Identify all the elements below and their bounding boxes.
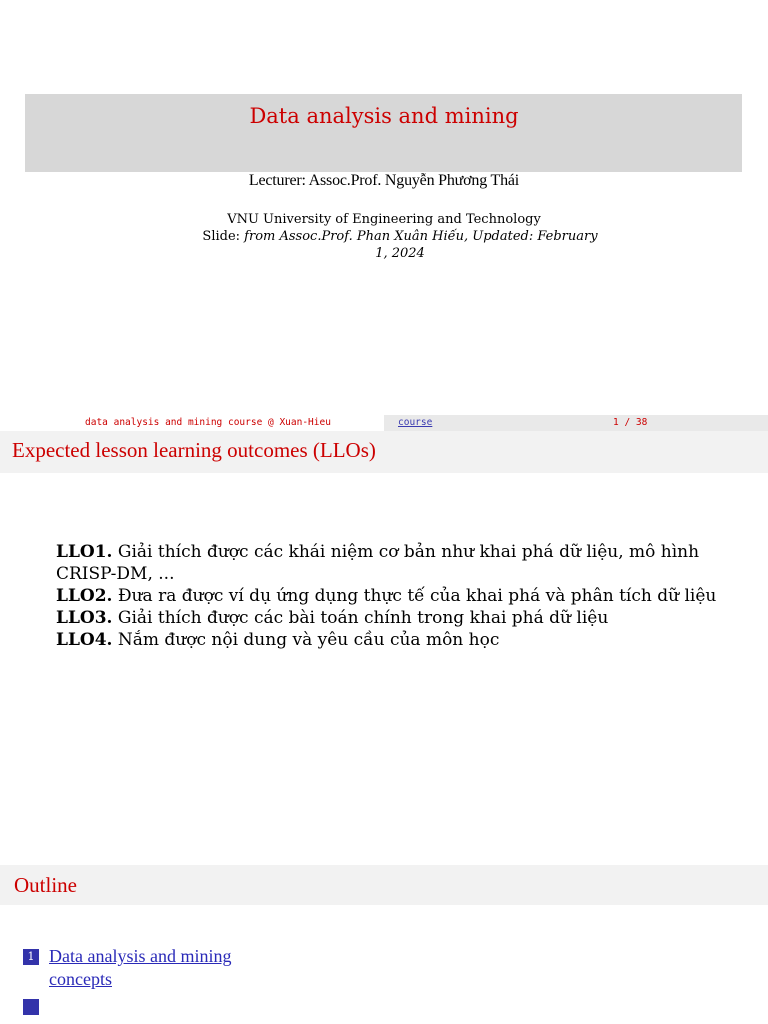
llo-label: LLO1. <box>56 542 113 562</box>
llo-list <box>56 541 736 651</box>
toc-link-line2[interactable]: concepts <box>49 969 112 989</box>
slide-credit-date-text: 1, 2024 <box>375 246 425 261</box>
footer-left <box>0 415 384 431</box>
outline-title: Outline <box>14 873 77 897</box>
toc-number-badge: 1 <box>23 949 39 965</box>
llo-text: Đưa ra được ví dụ ứng dụng thực tế của khai phá và phân tích dữ liệu <box>112 586 717 606</box>
footer-course-link[interactable]: course <box>398 417 433 428</box>
toc-link-data-analysis[interactable] <box>49 945 231 991</box>
slide-credit-prefix: Slide: <box>202 229 245 244</box>
footer-right <box>384 415 768 431</box>
slide-credit-date <box>180 245 620 262</box>
footer-bar <box>0 415 768 431</box>
llo-item-4 <box>56 629 736 651</box>
outline-title-bar <box>0 865 768 905</box>
llo-label: LLO2. <box>56 586 113 606</box>
footer-course-label: data analysis and mining course @ Xuan-Hieu <box>85 417 331 428</box>
llo-item-1 <box>56 541 736 585</box>
presentation-title: Data analysis and mining <box>249 104 519 128</box>
llo-label: LLO3. <box>56 608 113 628</box>
slide-credit-text: from Assoc.Prof. Phan Xuân Hiếu, Updated: February <box>244 229 598 244</box>
toc-link-line1[interactable]: Data analysis and mining <box>49 946 232 966</box>
llo-item-3 <box>56 607 736 629</box>
toc-number-badge-2 <box>23 999 39 1015</box>
llo-text: Nắm được nội dung và yêu cầu của môn học <box>112 630 500 650</box>
llo-item-2 <box>56 585 736 607</box>
llo-text: Giải thích được các khái niệm cơ bản như khai phá dữ liệu, mô hình CRISP-DM, ... <box>56 542 700 584</box>
llo-frame-title: Expected lesson learning outcomes (LLOs) <box>12 438 376 462</box>
page-number: 1 / 38 <box>613 417 648 428</box>
llo-text: Giải thích được các bài toán chính trong khai phá dữ liệu <box>112 608 609 628</box>
llo-label: LLO4. <box>56 630 113 650</box>
institution: VNU University of Engineering and Technology <box>227 212 541 227</box>
lecturer-name: Lecturer: Assoc.Prof. Nguyễn Phương Thái <box>248 172 520 189</box>
slide-credit <box>180 228 620 245</box>
